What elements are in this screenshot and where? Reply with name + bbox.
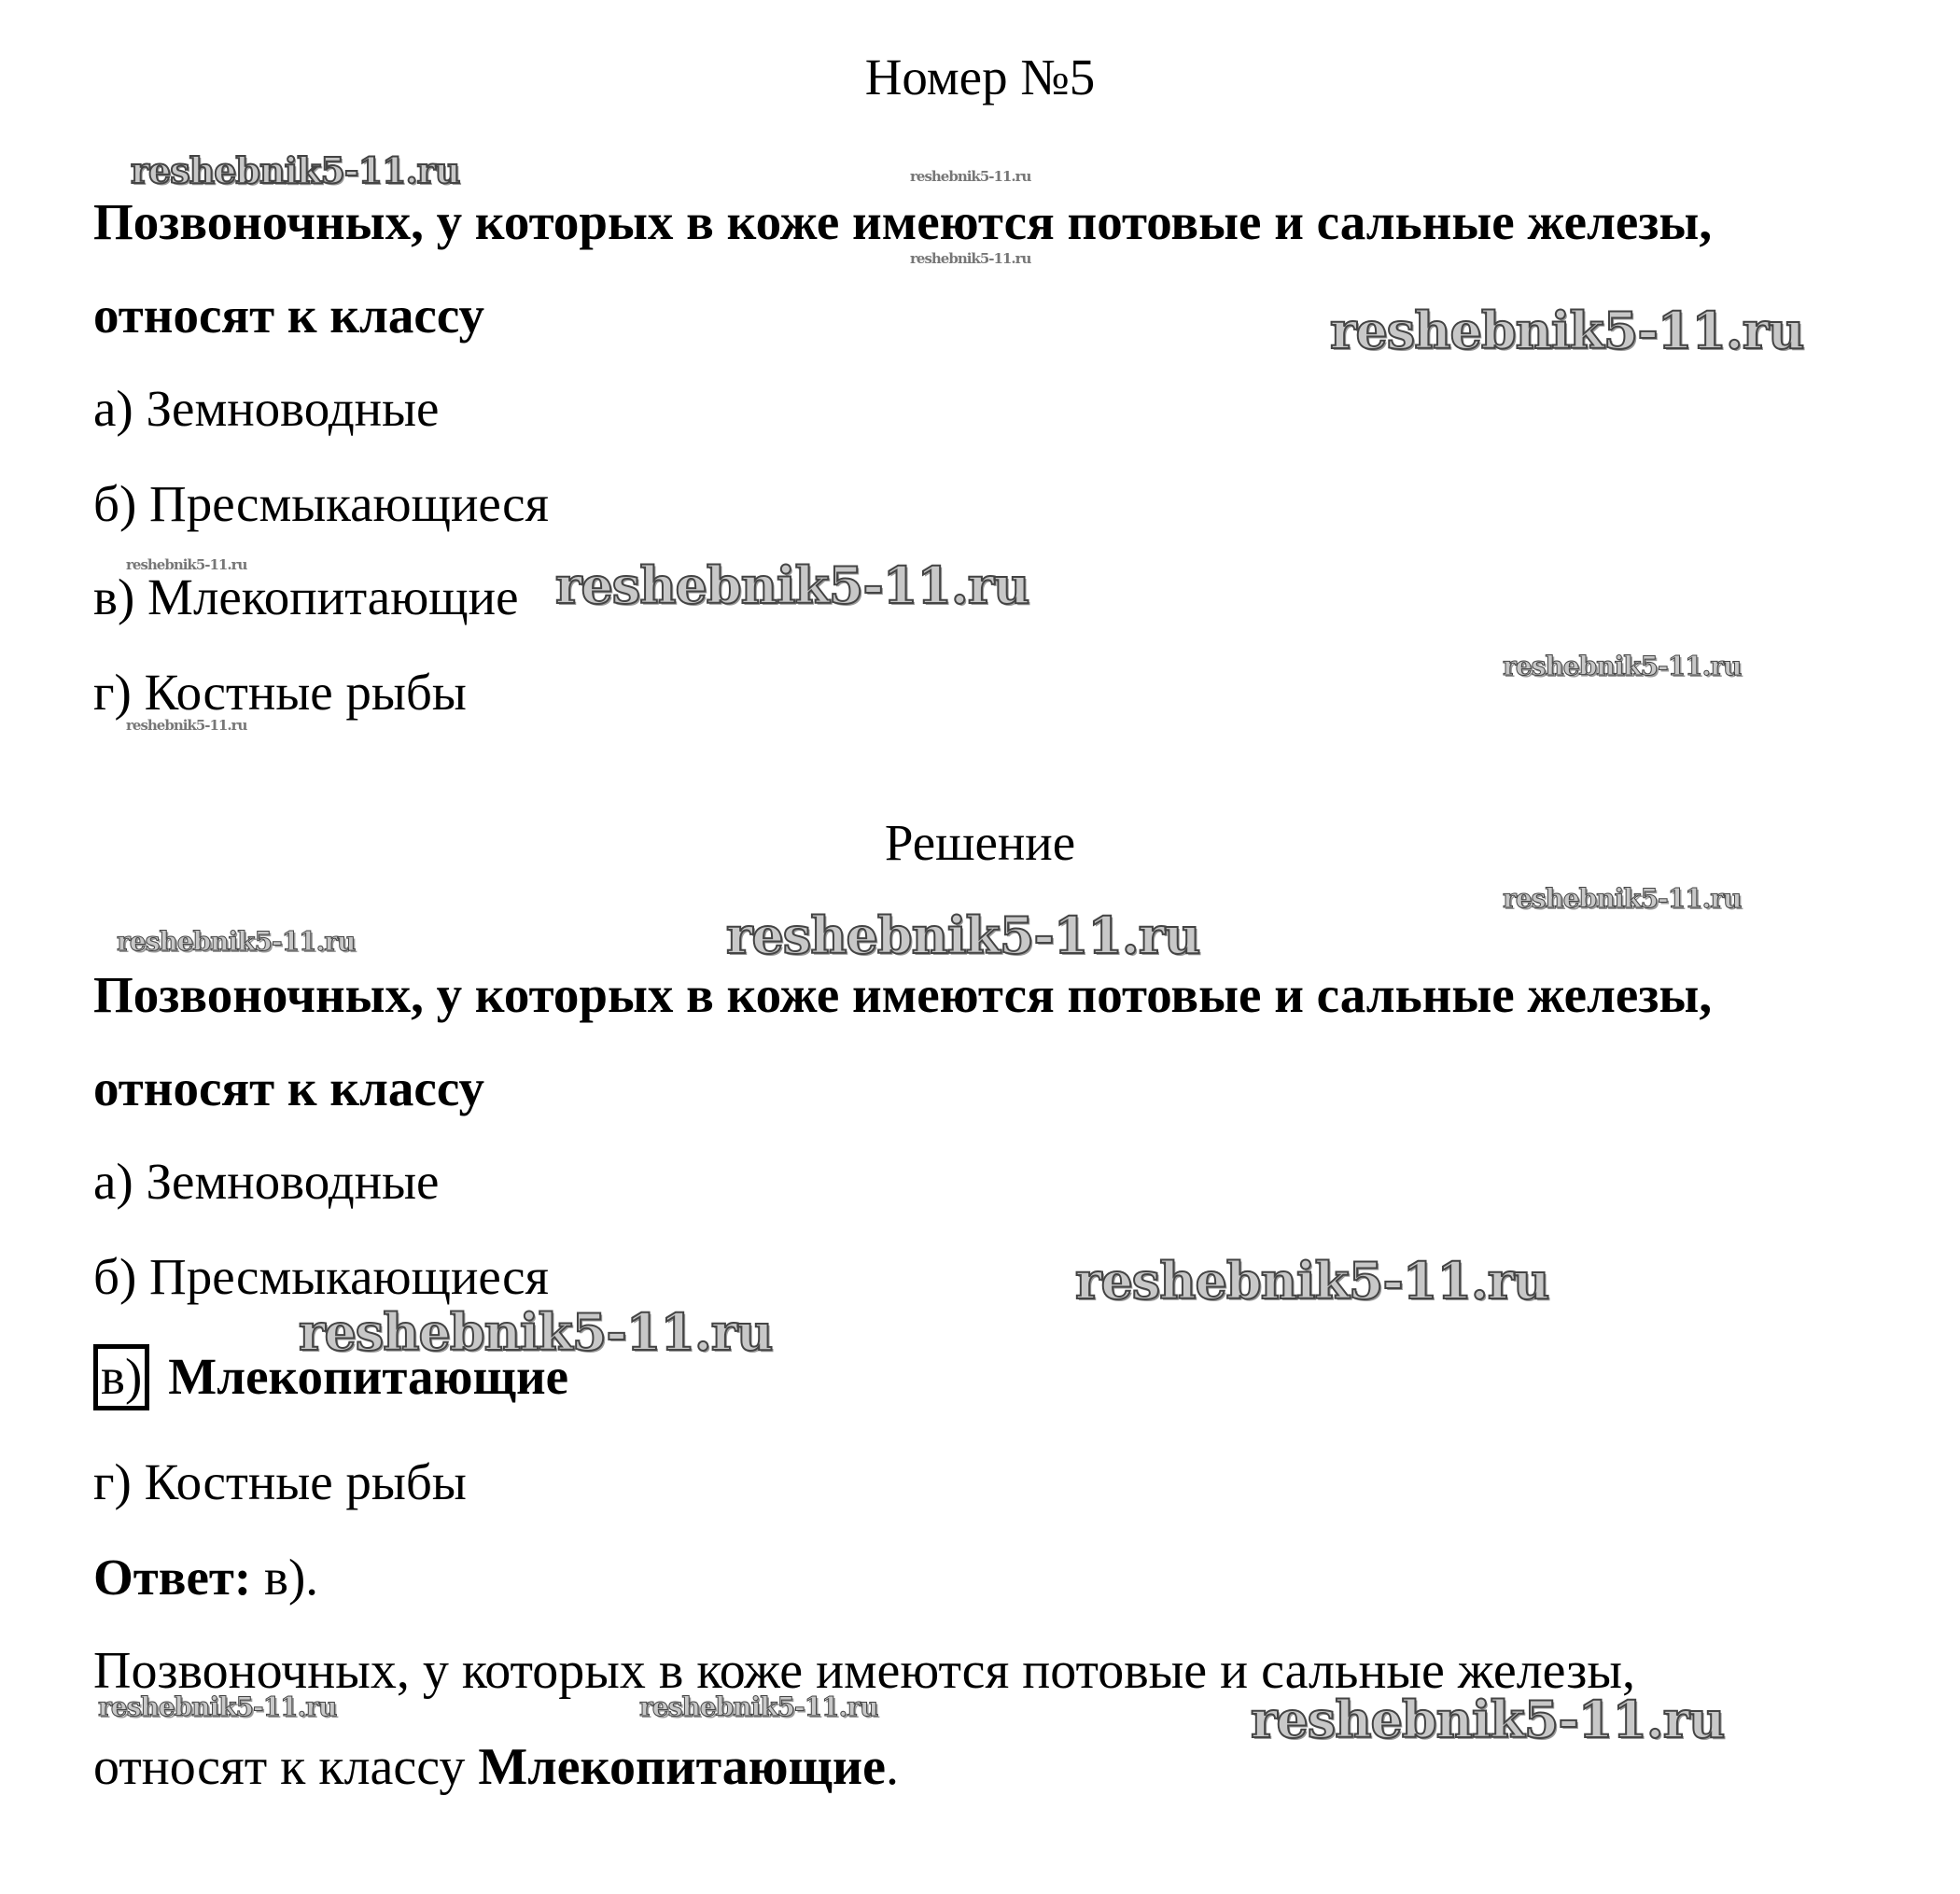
watermark: reshebnik5-11.ru — [1330, 301, 1804, 360]
question-line-2: относят к классу — [93, 287, 484, 344]
answer-label: Ответ: — [93, 1549, 252, 1606]
summary-prefix: относят к классу — [93, 1738, 479, 1796]
page-title: Номер №5 — [864, 49, 1096, 105]
solution-line-2: относят к классу — [93, 1059, 484, 1116]
correct-answer-text: Млекопитающие — [168, 1348, 569, 1405]
correct-answer-marker: в) — [93, 1344, 149, 1410]
watermark: reshebnik5-11.ru — [117, 926, 356, 957]
watermark: reshebnik5-11.ru — [1075, 1251, 1549, 1311]
summary-suffix: . — [885, 1738, 899, 1796]
summary-line-2 — [93, 1738, 899, 1796]
solution-line-1: Позвоночных, у которых в коже имеются потовые и сальные железы, — [93, 966, 1713, 1023]
watermark: reshebnik5-11.ru — [299, 1302, 773, 1362]
option-b: б) Пресмыкающиеся — [93, 475, 549, 532]
watermark: reshebnik5-11.ru — [910, 168, 1031, 185]
option-c: в) Млекопитающие — [93, 568, 519, 625]
summary-bold: Млекопитающие — [478, 1738, 886, 1796]
solution-option-b: б) Пресмыкающиеся — [93, 1248, 549, 1305]
option-a: а) Земноводные — [93, 380, 440, 437]
watermark: reshebnik5-11.ru — [131, 149, 460, 191]
watermark: reshebnik5-11.ru — [555, 555, 1029, 615]
summary-line-1: Позвоночных, у которых в коже имеются потовые и сальные железы, — [93, 1642, 1635, 1700]
answer-line — [93, 1549, 319, 1606]
watermark: reshebnik5-11.ru — [1503, 883, 1742, 914]
question-line-1: Позвоночных, у которых в коже имеются потовые и сальные железы, — [93, 193, 1713, 250]
option-d: г) Костные рыбы — [93, 664, 467, 721]
watermark: reshebnik5-11.ru — [1503, 651, 1742, 681]
watermark: reshebnik5-11.ru — [126, 556, 247, 573]
watermark: reshebnik5-11.ru — [910, 250, 1031, 267]
solution-option-c — [93, 1344, 568, 1410]
watermark: reshebnik5-11.ru — [98, 1691, 337, 1722]
solution-option-d: г) Костные рыбы — [93, 1453, 467, 1510]
watermark: reshebnik5-11.ru — [639, 1691, 878, 1722]
solution-option-a: а) Земноводные — [93, 1153, 440, 1210]
watermark: reshebnik5-11.ru — [1251, 1690, 1725, 1749]
answer-value: в). — [251, 1549, 319, 1606]
solution-heading: Решение — [884, 814, 1076, 871]
watermark: reshebnik5-11.ru — [126, 717, 247, 734]
watermark: reshebnik5-11.ru — [726, 905, 1200, 965]
